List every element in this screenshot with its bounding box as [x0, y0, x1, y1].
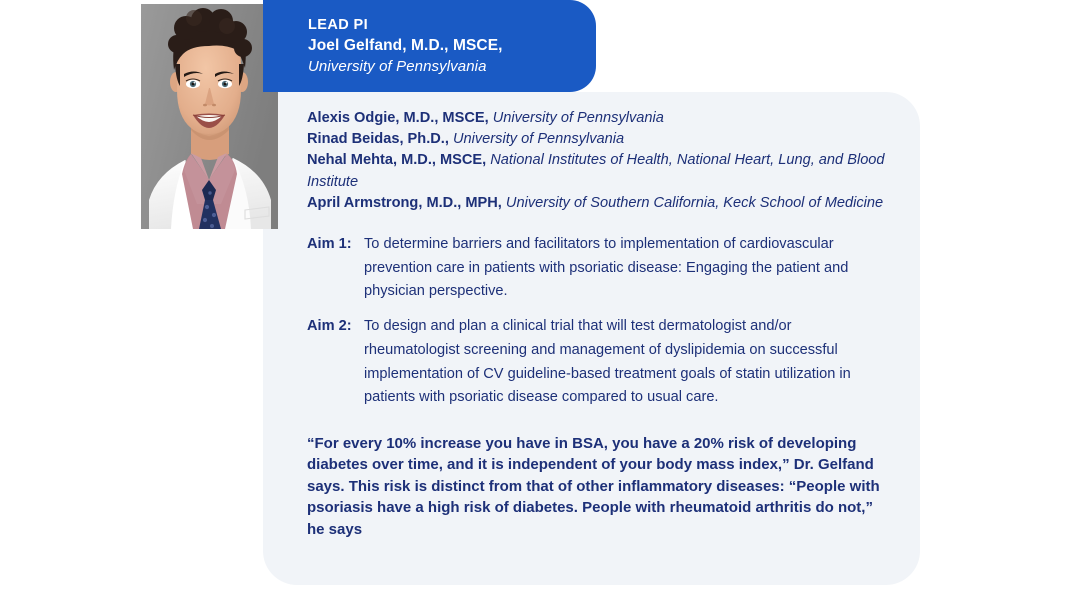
aim-text: To design and plan a clinical trial that will test dermatologist and/or rheumatologist screening and management of dyslipidemia on successful implementation of CV guideline-based treatment goals of statin utilization in patients with psoriatic disease compared to usual care. — [364, 318, 851, 406]
aim-label: Aim 1: — [307, 236, 352, 253]
panel-content — [307, 108, 889, 540]
investigator-name: Rinad Beidas, Ph.D., — [307, 131, 449, 148]
investigator-name: April Armstrong, M.D., MPH, — [307, 194, 502, 211]
lead-pi-affiliation: University of Pennsylvania — [308, 58, 487, 75]
lead-pi-name: Joel Gelfand, M.D., MSCE, — [308, 37, 503, 54]
investigator-item — [307, 150, 889, 192]
investigator-name: Nehal Mehta, M.D., MSCE, — [307, 152, 487, 169]
lead-pi-card — [263, 0, 596, 92]
investigator-item — [307, 129, 889, 150]
aim-item — [307, 233, 889, 304]
investigator-affiliation: University of Pennsylvania — [492, 110, 664, 126]
pull-quote: “For every 10% increase you have in BSA, you have a 20% risk of developing diabetes over time, and it is independent of your body mass index,” Dr. Gelfand says. This risk is distinct from that of other inflammatory diseases: “People with psoriasis have a high risk of diabetes. People with rheumatoid arthritis do not,” he says — [307, 434, 880, 538]
lead-pi-portrait-photo — [141, 4, 278, 229]
aim-item — [307, 315, 889, 410]
lead-pi-eyebrow: LEAD PI — [308, 17, 368, 33]
investigator-list — [307, 108, 889, 214]
investigator-name: Alexis Odgie, M.D., MSCE, — [307, 110, 489, 126]
investigator-item — [307, 108, 889, 129]
portrait-illustration — [141, 4, 278, 229]
investigator-affiliation: National Institutes of Health, National Heart, Lung, and Blood Institute — [307, 152, 885, 190]
investigator-affiliation: University of Southern California, Keck School of Medicine — [505, 194, 884, 211]
aims-list — [307, 233, 889, 410]
aim-text: To determine barriers and facilitators to implementation of cardiovascular prevention care in patients with psoriatic disease: Engaging the patient and physician perspective. — [364, 236, 849, 300]
investigator-affiliation: University of Pennsylvania — [452, 131, 625, 148]
investigator-item — [307, 193, 889, 214]
aim-label: Aim 2: — [307, 318, 352, 335]
